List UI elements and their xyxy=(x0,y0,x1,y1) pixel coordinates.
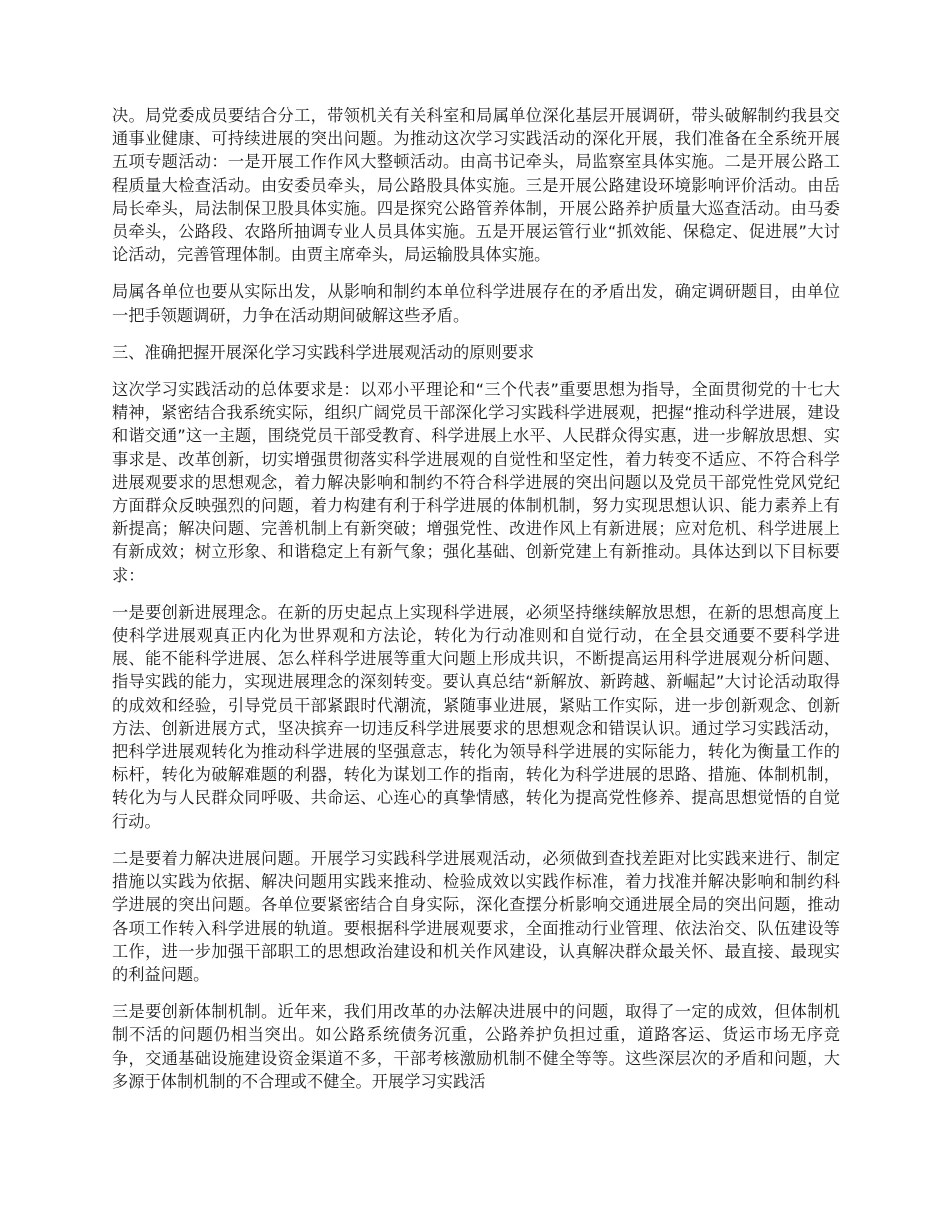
paragraph-2: 局属各单位也要从实际出发，从影响和制约本单位科学进展存在的矛盾出发，确定调研题目，由单位一把手领题调研，力争在活动期间破解这些矛盾。 xyxy=(112,282,840,325)
paragraph-4: 一是要创新进展理念。在新的历史起点上实现科学进展，必须坚持继续解放思想，在新的思想高度上使科学进展观真正内化为世界观和方法论，转化为行动准则和自觉行动，在全县交通要不要科学进展、能不能科学进展、怎么样科学进展等重大问题上形成共识，不断提高运用科学进展观分析问题、指导实践的能力，实现进展理念的深刻转变。要认真总结“新解放、新跨越、新崛起”大讨论活动取得的成效和经验，引导党员干部紧跟时代潮流，紧随事业进展，紧贴工作实际，进一步创新观念、创新方法、创新进展方式，坚决摈弃一切违反科学进展要求的思想观念和错误认识。通过学习实践活动，把科学进展观转化为推动科学进展的坚强意志，转化为领导科学进展的实际能力，转化为衡量工作的标杆，转化为破解难题的利器，转化为谋划工作的指南，转化为科学进展的思路、措施、体制机制，转化为与人民群众同呼吸、共命运、心连心的真挚情感，转化为提高党性修养、提高思想觉悟的自觉行动。 xyxy=(112,602,840,831)
section-heading: 三、准确把握开展深化学习实践科学进展观活动的原则要求 xyxy=(112,342,535,362)
document-page xyxy=(112,104,840,1107)
paragraph-1: 决。局党委成员要结合分工，带领机关有关科室和局属单位深化基层开展调研，带头破解制约我县交通事业健康、可持续进展的突出问题。为推动这次学习实践活动的深化开展，我们准备在全系统开展五项专题活动：一是开展工作作风大整顿活动。由高书记牵头，局监察室具体实施。二是开展公路工程质量大检查活动。由安委员牵头，局公路股具体实施。三是开展公路建设环境影响评价活动。由岳局长牵头，局法制保卫股具体实施。四是探究公路管养体制，开展公路养护质量大巡查活动。由马委员牵头，公路段、农路所抽调专业人员具体实施。五是开展运管行业“抓效能、保稳定、促进展”大讨论活动，完善管理体制。由贾主席牵头，局运输股具体实施。 xyxy=(112,106,840,265)
paragraph-6: 三是要创新体制机制。近年来，我们用改革的办法解决进展中的问题，取得了一定的成效，但体制机制不活的问题仍相当突出。如公路系统债务沉重，公路养护负担过重，道路客运、货运市场无序竞争，交通基础设施建设资金渠道不多，干部考核激励机制不健全等等。这些深层次的矛盾和问题，大多源于体制机制的不合理或不健全。开展学习实践活 xyxy=(112,1002,840,1091)
paragraph-5: 二是要着力解决进展问题。开展学习实践科学进展观活动，必须做到查找差距对比实践来进行、制定措施以实践为依据、解决问题用实践来推动、检验成效以实践作标准，着力找准并解决影响和制约科学进展的突出问题。各单位要紧密结合自身实际，深化查摆分析影响交通进展全局的突出问题，推动各项工作转入科学进展的轨道。要根据科学进展观要求，全面推动行业管理、依法治交、队伍建设等工作，进一步加强干部职工的思想政治建设和机关作风建设，认真解决群众最关怀、最直接、最现实的利益问题。 xyxy=(112,848,840,984)
paragraph-3: 这次学习实践活动的总体要求是：以邓小平理论和“三个代表”重要思想为指导，全面贯彻党的十七大精神，紧密结合我系统实际，组织广阔党员干部深化学习实践科学进展观，把握“推动科学进展，建设和谐交通”这一主题，围绕党员干部受教育、科学进展上水平、人民群众得实惠，进一步解放思想、实事求是、改革创新，切实增强贯彻落实科学进展观的自觉性和坚定性，着力转变不适应、不符合科学进展观要求的思想观念，着力解决影响和制约不符合科学进展的突出问题以及党员干部党性党风党纪方面群众反映强烈的问题，着力构建有利于科学进展的体制机制，努力实现思想认识、能力素养上有新提高；解决问题、完善机制上有新突破；增强党性、改进作风上有新进展；应对危机、科学进展上有新成效；树立形象、和谐稳定上有新气象；强化基础、创新党建上有新推动。具体达到以下目标要求： xyxy=(112,380,840,585)
